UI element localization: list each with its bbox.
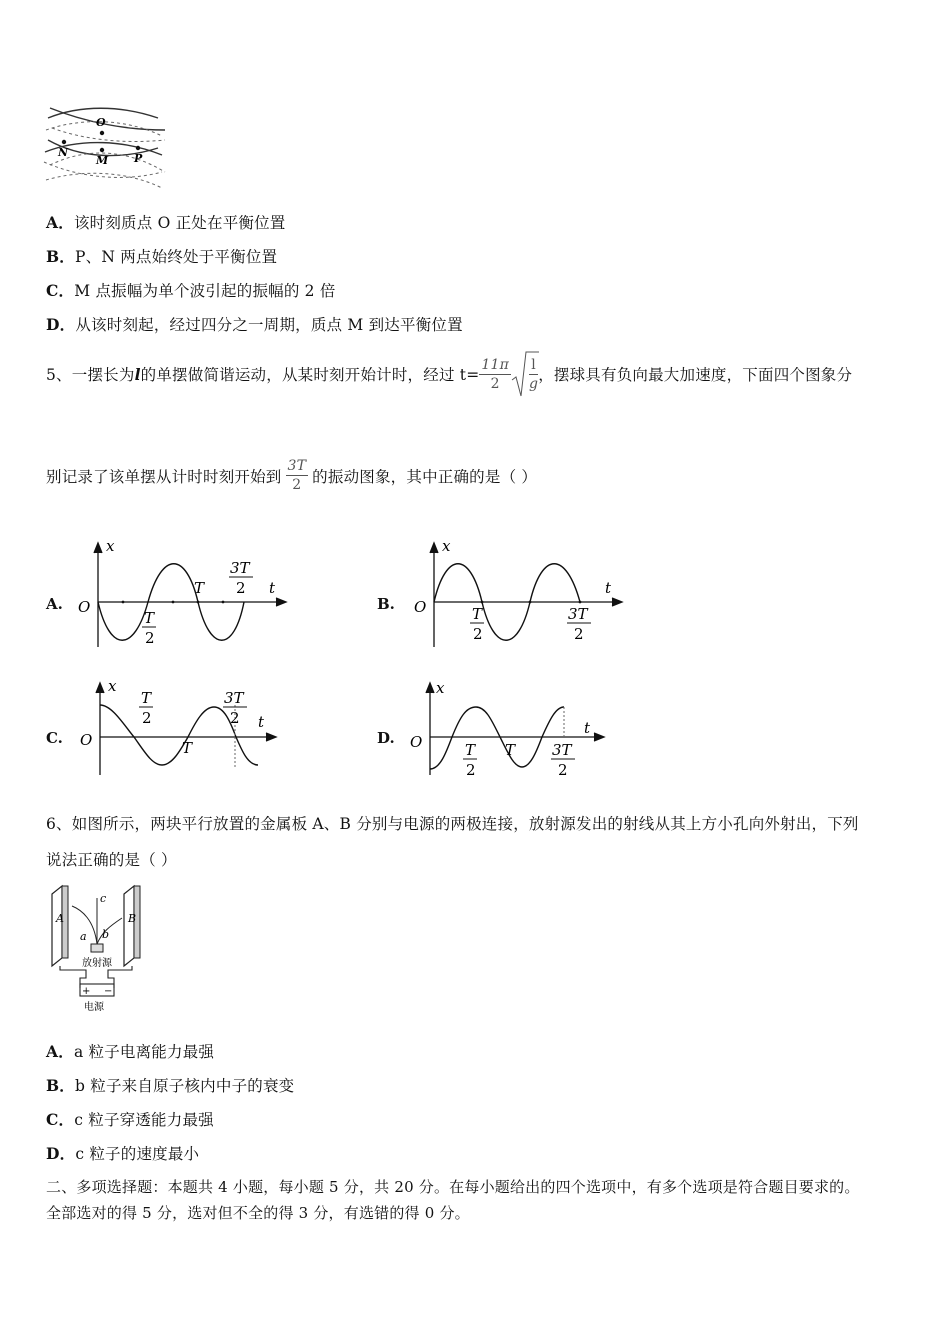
svg-text:3T: 3T <box>224 689 244 707</box>
svg-text:2: 2 <box>466 761 476 779</box>
svg-text:2: 2 <box>473 625 483 643</box>
svg-text:3T: 3T <box>230 559 250 577</box>
label-N: N <box>58 146 69 159</box>
svg-text:3T: 3T <box>568 605 588 623</box>
label-M: M <box>96 154 109 167</box>
svg-text:a: a <box>80 930 87 943</box>
graph-a-key: A. <box>46 595 63 613</box>
graph-d <box>404 675 624 785</box>
graph-c-key: C. <box>46 729 63 747</box>
graph-b-key: B. <box>377 595 395 613</box>
svg-text:c: c <box>100 892 107 905</box>
q6-option-c: C．c 粒子穿透能力最强 <box>46 1110 214 1129</box>
source-label: 放射源 <box>82 958 112 969</box>
svg-text:O: O <box>78 598 91 616</box>
svg-text:2: 2 <box>574 625 584 643</box>
svg-text:−: − <box>104 986 113 997</box>
svg-text:t: t <box>269 579 276 597</box>
svg-text:x: x <box>436 679 445 697</box>
q6-stem-line1: 6、如图所示，两块平行放置的金属板 A、B 分别与电源的两极连接，放射源发出的射线从其上方小孔向外射出，下列 <box>46 815 859 833</box>
label-P: P <box>134 152 143 165</box>
q5-stem-line2: 别记录了该单摆从计时时刻开始到 $\frac{3T}{2}$ 的振动图象，其中正确的是（ ） <box>46 458 538 493</box>
svg-text:B: B <box>128 912 137 925</box>
svg-text:O: O <box>410 733 423 751</box>
svg-text:x: x <box>442 537 451 555</box>
svg-text:T: T <box>194 579 205 597</box>
svg-text:O: O <box>80 731 93 749</box>
svg-text:x: x <box>106 537 115 555</box>
svg-text:T: T <box>182 739 193 757</box>
svg-text:2: 2 <box>145 629 155 647</box>
svg-text:x: x <box>108 677 117 695</box>
power-label: 电源 <box>84 1002 104 1013</box>
svg-text:2: 2 <box>142 709 152 727</box>
svg-text:A: A <box>56 912 64 925</box>
q4-option-b: B．P、N 两点始终处于平衡位置 <box>46 247 278 266</box>
svg-text:T: T <box>144 609 155 627</box>
plate-b <box>124 886 140 966</box>
svg-text:2: 2 <box>230 709 240 727</box>
svg-text:O: O <box>414 598 427 616</box>
q4-option-a: A．该时刻质点 O 正处在平衡位置 <box>46 213 286 232</box>
svg-text:3T: 3T <box>552 741 572 759</box>
graph-d-curve <box>430 707 564 769</box>
label-O: O <box>96 116 106 129</box>
svg-text:t: t <box>584 719 591 737</box>
svg-text:T: T <box>505 741 516 759</box>
svg-text:t: t <box>258 713 265 731</box>
radiation-plates-figure <box>44 880 164 1015</box>
svg-text:T: T <box>472 605 483 623</box>
q4-option-d: D．从该时刻起，经过四分之一周期，质点 M 到达平衡位置 <box>46 315 463 334</box>
svg-text:2: 2 <box>236 579 246 597</box>
q6-option-a: A．a 粒子电离能力最强 <box>46 1042 215 1061</box>
q6-option-b: B．b 粒子来自原子核内中子的衰变 <box>46 1076 295 1095</box>
graph-b <box>408 535 628 655</box>
svg-text:2: 2 <box>558 761 568 779</box>
q5-sqrt: $\frac{l}{g}$ <box>511 350 538 398</box>
q5-3t-over-2: $\frac{3T}{2}$ <box>287 458 307 493</box>
q5-stem-line1: 5、一摆长为l的单摆做简谐运动，从某时刻开始计时，经过 t= $\frac{11\pi}{2}$ $\frac{l}{g}$ ，摆球具有负向最大加速度，下面四个图象分 <box>46 350 852 398</box>
radiation-source <box>91 944 103 952</box>
wave-interference-figure <box>40 100 170 195</box>
q6-stem-line2: 说法正确的是（ ） <box>46 851 177 869</box>
graph-c <box>72 675 292 780</box>
q4-option-c: C．M 点振幅为单个波引起的振幅的 2 倍 <box>46 281 336 300</box>
section2-line1: 二、多项选择题：本题共 4 小题，每小题 5 分，共 20 分。在每小题给出的四个选项中，有多个选项是符合题目要求的。 <box>46 1178 860 1196</box>
q6-option-d: D．c 粒子的速度最小 <box>46 1144 200 1163</box>
q5-time-fraction: $\frac{11\pi}{2}$ <box>481 356 510 392</box>
svg-text:T: T <box>465 741 476 759</box>
svg-text:+: + <box>82 986 91 997</box>
plate-a <box>52 886 68 966</box>
svg-text:t: t <box>605 579 612 597</box>
graph-d-key: D. <box>377 729 395 747</box>
section2-line2: 全部选对的得 5 分，选对但不全的得 3 分，有选错的得 0 分。 <box>46 1204 470 1222</box>
graph-a <box>72 535 292 655</box>
svg-text:b: b <box>102 928 110 941</box>
svg-text:T: T <box>141 689 152 707</box>
